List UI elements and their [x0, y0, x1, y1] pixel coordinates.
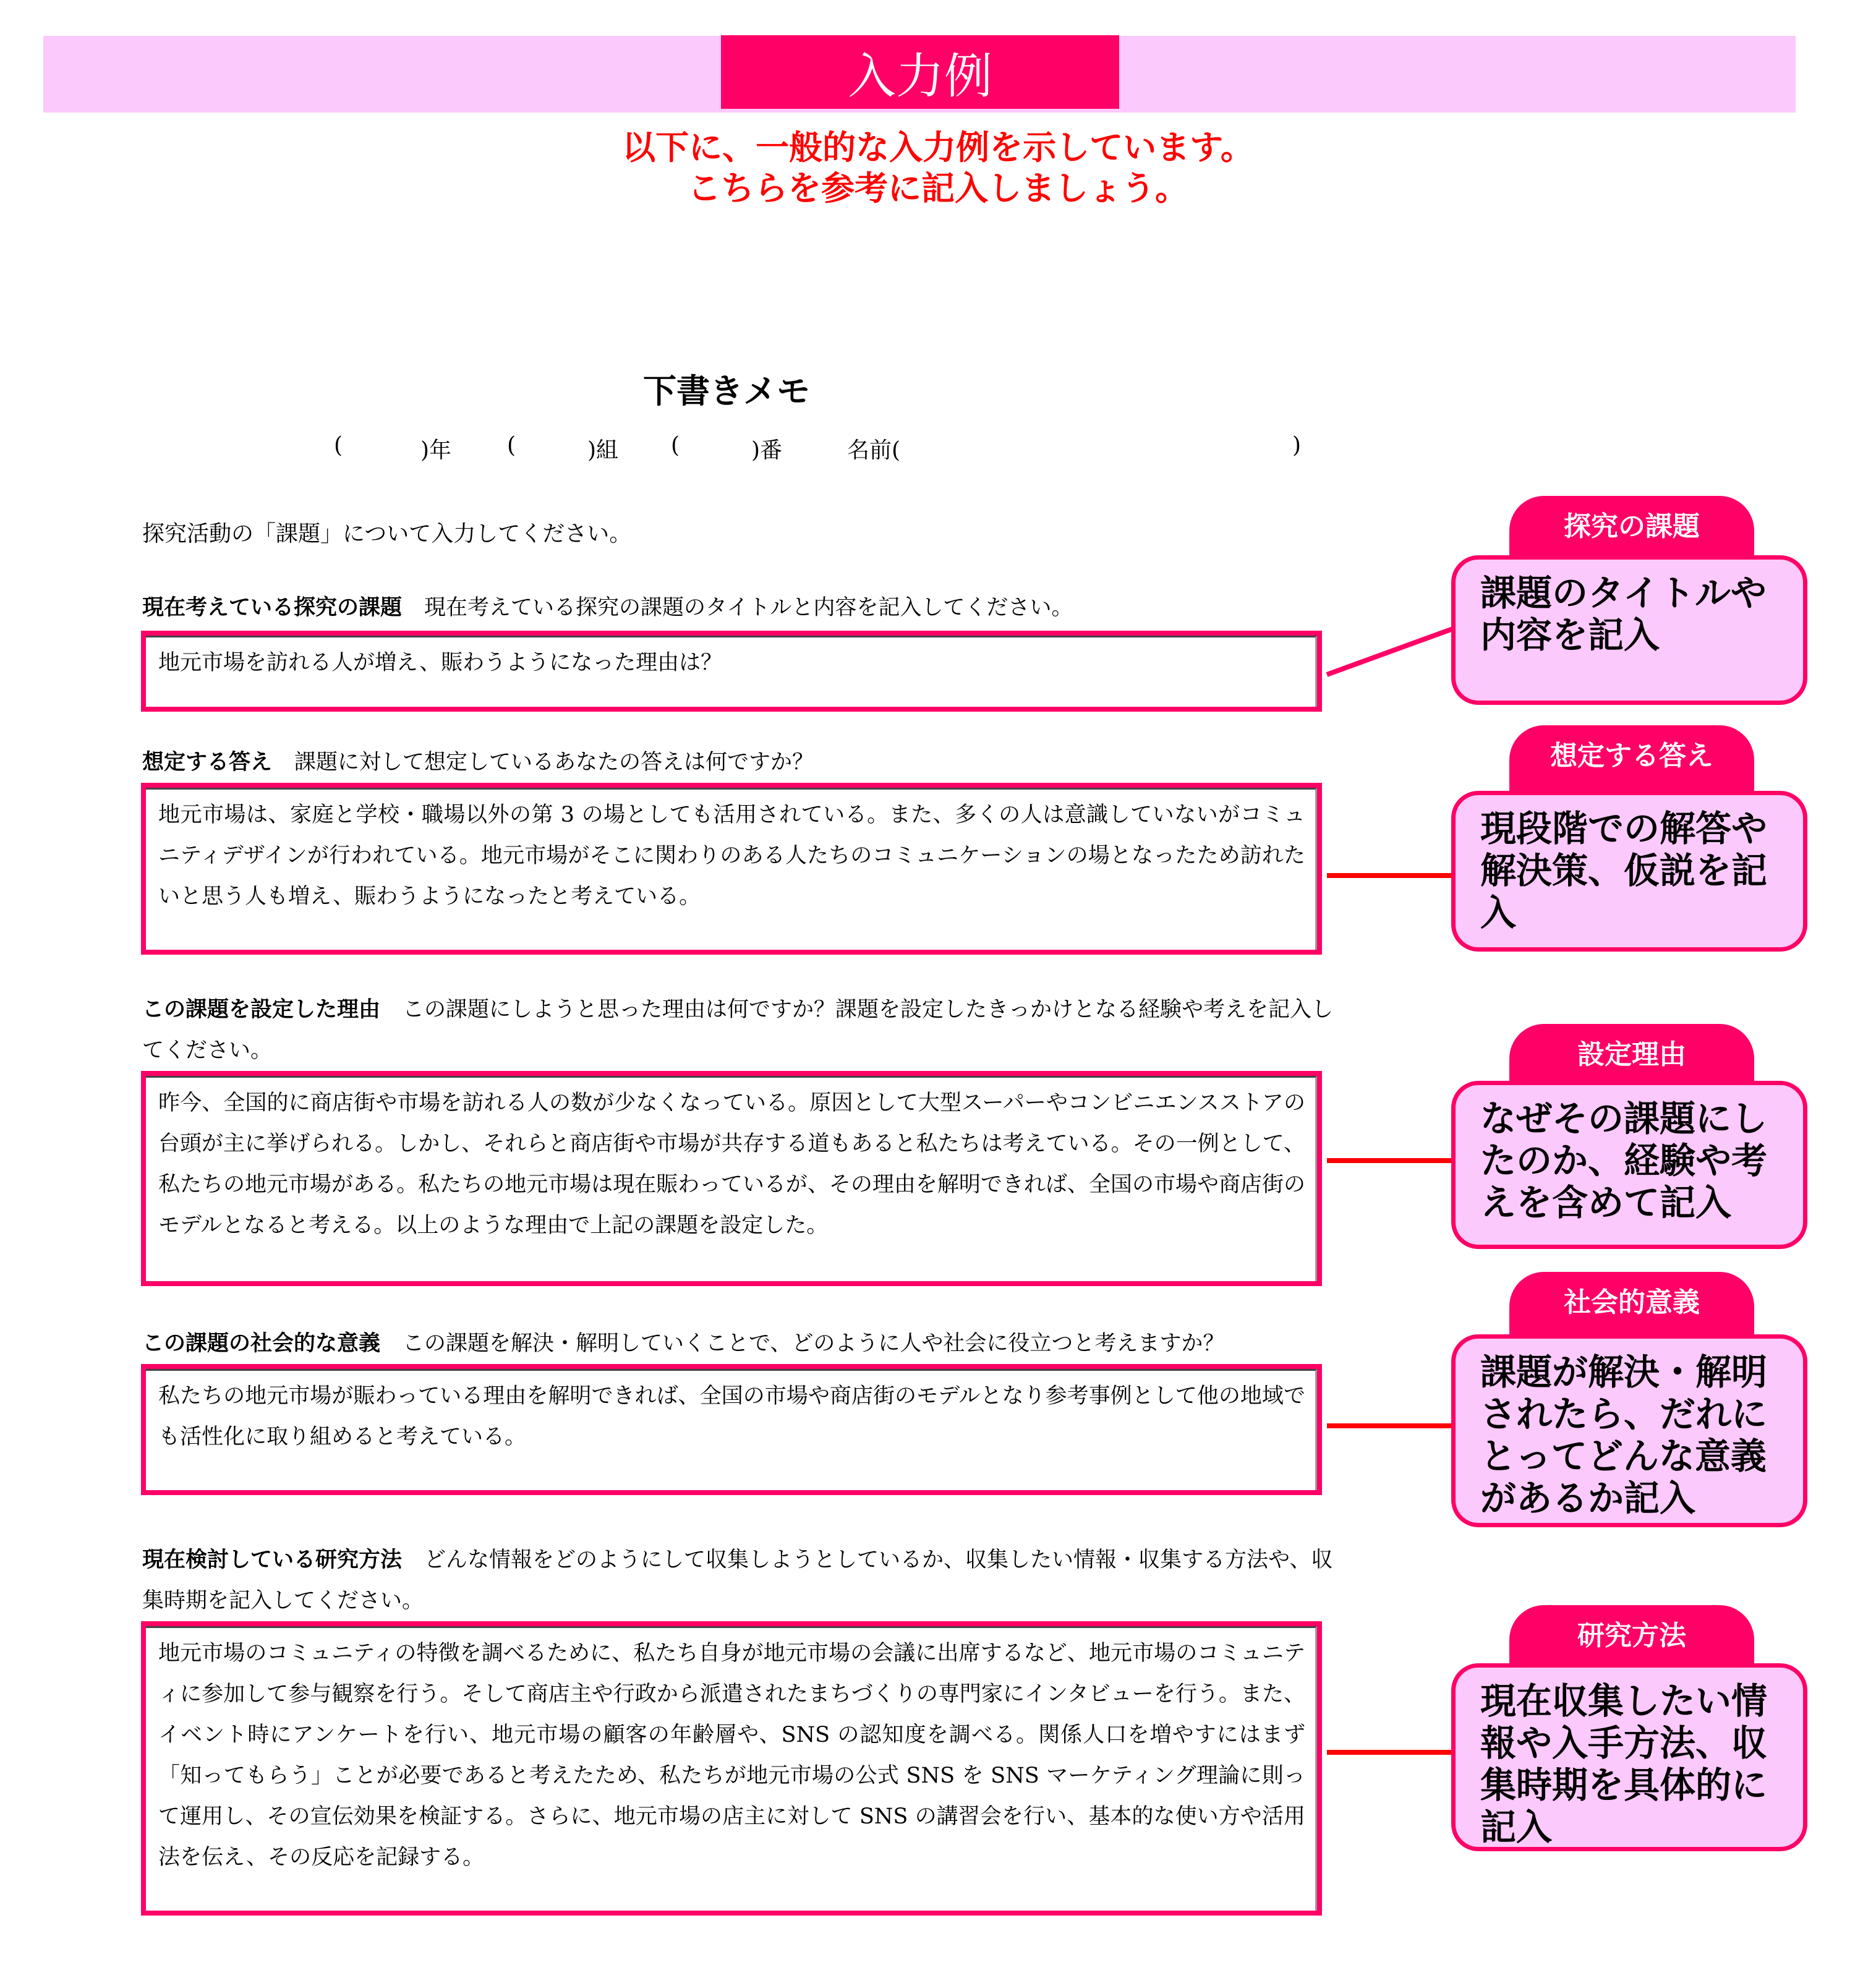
callout-body-reason: なぜその課題にしたのか、経験や考えを含めて記入 [1451, 1081, 1807, 1249]
notice-line-2: こちらを参考に記入しましょう。 [688, 169, 1188, 208]
question-prompt: この課題にしようと思った理由は何ですか？課題を設定したきっかけとなる経験や考えを記入してください。 [142, 997, 1334, 1063]
answer-text[interactable]: 地元市場は、家庭と学校・職場以外の第 3 の場としても活用されている。また、多くの人は意識していないがコミュニティデザインが行われている。地元市場がそこに関わりのある人たちのコミュニケーションの場となったため訪れたいと思う人も増え、賑わうようになったと考えている。 [158, 803, 1305, 909]
connector-line-reason [1327, 1158, 1454, 1163]
answer-text[interactable]: 地元市場を訪れる人が増え、賑わうようになった理由は？ [158, 650, 723, 675]
banner-title: 入力例 [721, 35, 1119, 109]
callout-body-method: 現在収集したい情報や入手方法、収集時期を具体的に記入 [1451, 1663, 1807, 1851]
answer-box-significance[interactable] [141, 1364, 1322, 1495]
callout-body-expected-answer: 現段階での解答や解決策、仮説を記入 [1451, 791, 1807, 952]
question-prompt: 現在考えている探究の課題のタイトルと内容を記入してください。 [424, 595, 1073, 620]
answer-box-expected-answer[interactable] [141, 783, 1322, 955]
question-expected-answer [142, 742, 1336, 783]
question-label: この課題を設定した理由 [142, 997, 381, 1022]
question-prompt: どんな情報をどのようにして収集しようとしているか、収集したい情報・収集する方法や、収集時期を記入してください。 [142, 1548, 1333, 1613]
question-label: 現在検討している研究方法 [142, 1548, 403, 1572]
intro-text: 探究活動の「課題」について入力してください。 [142, 521, 632, 547]
connector-line-significance [1327, 1423, 1454, 1428]
connector-line-method [1327, 1750, 1454, 1755]
answer-box-topic[interactable] [141, 631, 1322, 712]
name-field-label: 名前( [847, 438, 901, 463]
number-field: )番 [751, 438, 783, 463]
connector-line-expected-answer [1327, 873, 1454, 878]
notice-line-1: 以下に、一般的な入力例を示しています。 [622, 128, 1254, 167]
answer-text[interactable]: 昨今、全国的に商店街や市場を訪れる人の数が少なくなっている。原因として大型スーパーやコンビニエンスストアの台頭が主に挙げられる。しかし、それらと商店街や市場が共存する道もあると私たちは考えている。その一例として、私たちの地元市場がある。私たちの地元市場は現在賑わっているが、その理由を解明できれば、全国の市場や商店街のモデルとなると考える。以上のような理由で上記の課題を設定した。 [158, 1091, 1305, 1238]
answer-text[interactable]: 私たちの地元市場が賑わっている理由を解明できれば、全国の市場や商店街のモデルとなり参考事例として他の地域でも活性化に取り組めると考えている。 [158, 1384, 1305, 1449]
callout-body-significance: 課題が解決・解明されたら、だれにとってどんな意義があるか記入 [1451, 1334, 1807, 1527]
callout-tab-significance: 社会的意義 [1509, 1272, 1754, 1340]
connector-line-topic [1326, 625, 1457, 676]
number-open: ( [671, 433, 680, 458]
callout-tab-expected-answer: 想定する答え [1509, 725, 1754, 793]
callout-tab-method: 研究方法 [1509, 1605, 1754, 1673]
question-method [142, 1540, 1336, 1621]
class-open: ( [507, 433, 516, 458]
question-significance [142, 1323, 1336, 1364]
question-topic [142, 587, 1336, 628]
question-reason [142, 989, 1336, 1071]
callout-body-topic: 課題のタイトルや内容を記入 [1451, 555, 1807, 705]
class-field: )組 [587, 438, 619, 463]
question-prompt: 課題に対して想定しているあなたの答えは何ですか？ [294, 750, 814, 775]
year-open: ( [334, 433, 343, 458]
answer-box-reason[interactable] [141, 1071, 1322, 1286]
callout-tab-topic: 探究の課題 [1509, 496, 1754, 564]
question-prompt: この課題を解決・解明していくことで、どのように人や社会に役立つと考えますか？ [403, 1331, 1225, 1356]
name-close: ) [1292, 433, 1302, 458]
document-title: 下書きメモ [643, 372, 810, 411]
callout-tab-reason: 設定理由 [1509, 1024, 1754, 1092]
question-label: 想定する答え [142, 750, 273, 775]
answer-box-method[interactable] [141, 1621, 1322, 1916]
answer-text[interactable]: 地元市場のコミュニティの特徴を調べるために、私たち自身が地元市場の会議に出席するなど、地元市場のコミュニティに参加して参与観察を行う。そして商店主や行政から派遣されたまちづくりの専門家にインタビューを行う。また、イベント時にアンケートを行い、地元市場の顧客の年齢層や、SNS の認知度を調べる。関係人口を増やすにはまず「知ってもらう」ことが必要であると考えたため、私たちが地元市場の公式 SNS を SNS マーケティング理論に則って運用し、その宣伝効果を検証する。さらに、地元市場の店主に対して SNS の講習会を行い、基本的な使い方や活用法を伝え、その反応を記録する。 [158, 1641, 1305, 1870]
question-label: この課題の社会的な意義 [142, 1331, 381, 1356]
question-label: 現在考えている探究の課題 [142, 595, 403, 620]
year-field: )年 [420, 438, 452, 463]
